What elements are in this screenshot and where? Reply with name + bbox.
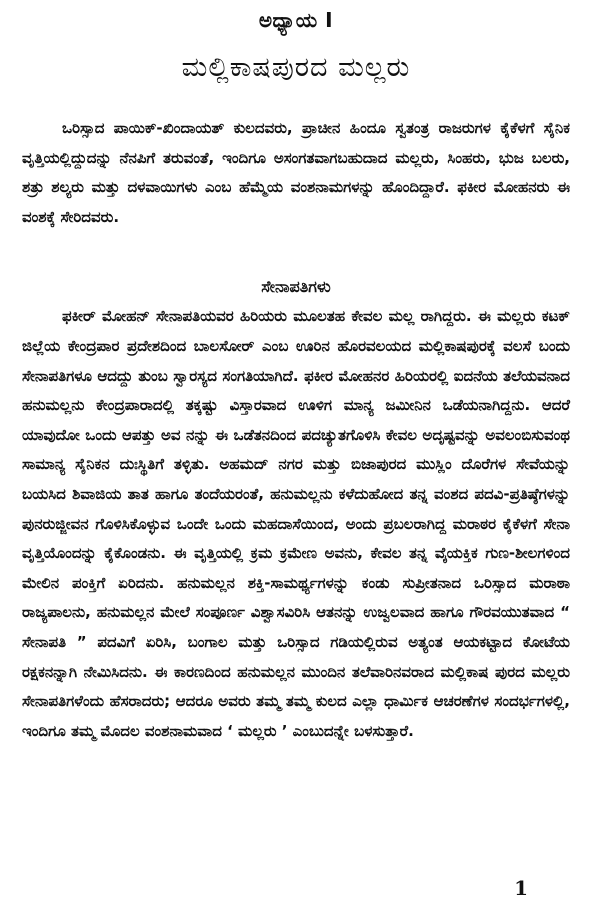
page-title: ಮಲ್ಲಿಕಾಷಪುರದ ಮಲ್ಲರು <box>181 52 411 83</box>
chapter-heading: ಅಧ್ಯಾಯ I <box>258 8 334 32</box>
section-subheading: ಸೇನಾಪತಿಗಳು <box>261 277 331 297</box>
intro-paragraph: ಒರಿಸ್ಸಾದ ಪಾಯಿಕ್‌-ಖಿಂದಾಯತ್‌ ಕುಲದವರು, ಪ್ರಾಚೀನ ಹಿಂದೂ ಸ್ವತಂತ್ರ ರಾಜರುಗಳ ಕೈಕೆಳಗೆ ಸೈನಿಕ ವೃತ್ತಿಯಲ್ಲಿದ್ದುದನ್ನು ನೆನಪಿಗೆ ತರುವಂತೆ, ಇಂದಿಗೂ ಅಸಂಗತವಾಗಬಹುದಾದ ಮಲ್ಲರು, ಸಿಂಹರು, ಭುಜ ಬಲರು, ಶತ್ರು ಶಲ್ಯರು ಮತ್ತು ದಳವಾಯಿಗಳು ಎಂಬ ಹೆಮ್ಮೆಯ ವಂಶನಾಮಗಳನ್ನು ಹೊಂದಿದ್ದಾರೆ. ಫಕೀರ ಮೋಹನರು ಈ ವಂಶಕ್ಕೆ ಸೇರಿದವರು. <box>22 119 570 226</box>
body-paragraph: ಫಕೀರ್‌ ಮೋಹನ್‌ ಸೇನಾಪತಿಯವರ ಹಿರಿಯರು ಮೂಲತಹ ಕೇವಲ ಮಲ್ಲ ರಾಗಿದ್ದರು. ಈ ಮಲ್ಲರು ಕಟಕ್‌ ಜಿಲ್ಲೆಯ ಕೇಂದ್ರಪಾರ ಪ್ರದೇಶದಿಂದ ಬಾಲಸೋರ್‌ ಎಂಬ ಊರಿನ ಹೊರವಲಯದ ಮಲ್ಲಿಕಾಷಪುರಕ್ಕೆ ವಲಸೆ ಬಂದು ಸೇನಾಪತಿಗಳೂ ಆದದ್ದು ತುಂಬ ಸ್ವಾರಸ್ಯದ ಸಂಗತಿಯಾಗಿದೆ. ಫಕೀರ ಮೋಹನರ ಹಿರಿಯರಲ್ಲಿ ಐದನೆಯ ತಲೆಯವನಾದ ಹನುಮಲ್ಲನು ಕೇಂದ್ರಪಾರಾದಲ್ಲಿ ತಕ್ಕಷ್ಟು ವಿಸ್ತಾರವಾದ ಊಳಿಗ ಮಾನ್ಯ ಜಮೀನಿನ ಒಡೆಯನಾಗಿದ್ದನು. ಆದರೆ ಯಾವುದೋ ಒಂದು ಆಪತ್ತು ಅವ ನನ್ನು ಈ ಒಡೆತನದಿಂದ ಪದಚ್ಯುತಗೊಳಿಸಿ ಕೇವಲ ಅದೃಷ್ಟವನ್ನು ಅವಲಂಬಿಸುವಂಥ ಸಾಮಾನ್ಯ ಸೈನಿಕನ ದುಃಸ್ಥಿತಿಗೆ ತಳ್ಳಿತು. ಅಹಮದ್‌ ನಗರ ಮತ್ತು ಬಿಜಾಪುರದ ಮುಸ್ಲಿಂ ದೊರೆಗಳ ಸೇವೆಯನ್ನು ಬಯಸಿದ ಶಿವಾಜಿಯ ತಾತ ಹಾಗೂ ತಂದೆಯರಂತೆ, ಹನುಮಲ್ಲನು ಕಳೆದುಹೋದ ತನ್ನ ವಂಶದ ಪದವಿ-ಪ್ರತಿಷ್ಠೆಗಳನ್ನು ಪುನರುಜ್ಜೀವನ ಗೊಳಿಸಿಕೊಳ್ಳುವ ಒಂದೇ ಒಂದು ಮಹದಾಸೆಯಿಂದ, ಅಂದು ಪ್ರಬಲರಾಗಿದ್ದ ಮರಾಠರ ಕೈಕೆಳಗೆ ಸೇನಾ ವೃತ್ತಿಯೊಂದನ್ನು ಕೈಕೊಂಡನು. ಈ ವೃತ್ತಿಯಲ್ಲಿ ಕ್ರಮ ಕ್ರಮೇಣ ಅವನು, ಕೇವಲ ತನ್ನ ವೈಯಕ್ತಿಕ ಗುಣ-ಶೀಲಗಳಿಂದ ಮೇಲಿನ ಪಂಕ್ತಿಗೆ ಏರಿದನು. ಹನುಮಲ್ಲನ ಶಕ್ತಿ-ಸಾಮರ್ಥ್ಯಗಳನ್ನು ಕಂಡು ಸುಪ್ರೀತನಾದ ಒರಿಸ್ಸಾದ ಮರಾಠಾ ರಾಜ್ಯಪಾಲನು, ಹನುಮಲ್ಲನ ಮೇಲೆ ಸಂಪೂರ್ಣ ವಿಶ್ವಾಸವಿರಿಸಿ ಆತನನ್ನು ಉಜ್ವಲವಾದ ಹಾಗೂ ಗೌರವಯುತವಾದ “ ಸೇನಾಪತಿ ” ಪದವಿಗೆ ಏರಿಸಿ, ಬಂಗಾಲ ಮತ್ತು ಒರಿಸ್ಸಾದ ಗಡಿಯಲ್ಲಿರುವ ಅತ್ಯಂತ ಆಯಕಟ್ಟಾದ ಕೋಟೆಯ ರಕ್ಷಕನನ್ನಾಗಿ ನೇಮಿಸಿದನು. ಈ ಕಾರಣದಿಂದ ಹನುಮಲ್ಲನ ಮುಂದಿನ ತಲೆವಾರಿನವರಾದ ಮಲ್ಲಿಕಾಷ ಪುರದ ಮಲ್ಲರು ಸೇನಾಪತಿಗಳೆಂದು ಹೆಸರಾದರು; ಆದರೂ ಅವರು ತಮ್ಮ ತಮ್ಮ ಕುಲದ ಎಲ್ಲಾ ಧಾರ್ಮಿಕ ಆಚರಣೆಗಳ ಸಂದರ್ಭಗಳಲ್ಲಿ, ಇಂದಿಗೂ ತಮ್ಮ ಮೊದಲ ವಂಶನಾಮವಾದ ‘ ಮಲ್ಲರು ’ ಎಂಬುದನ್ನೇ ಬಳಸುತ್ತಾರೆ. <box>22 307 570 740</box>
page-number: 1 <box>514 876 528 900</box>
